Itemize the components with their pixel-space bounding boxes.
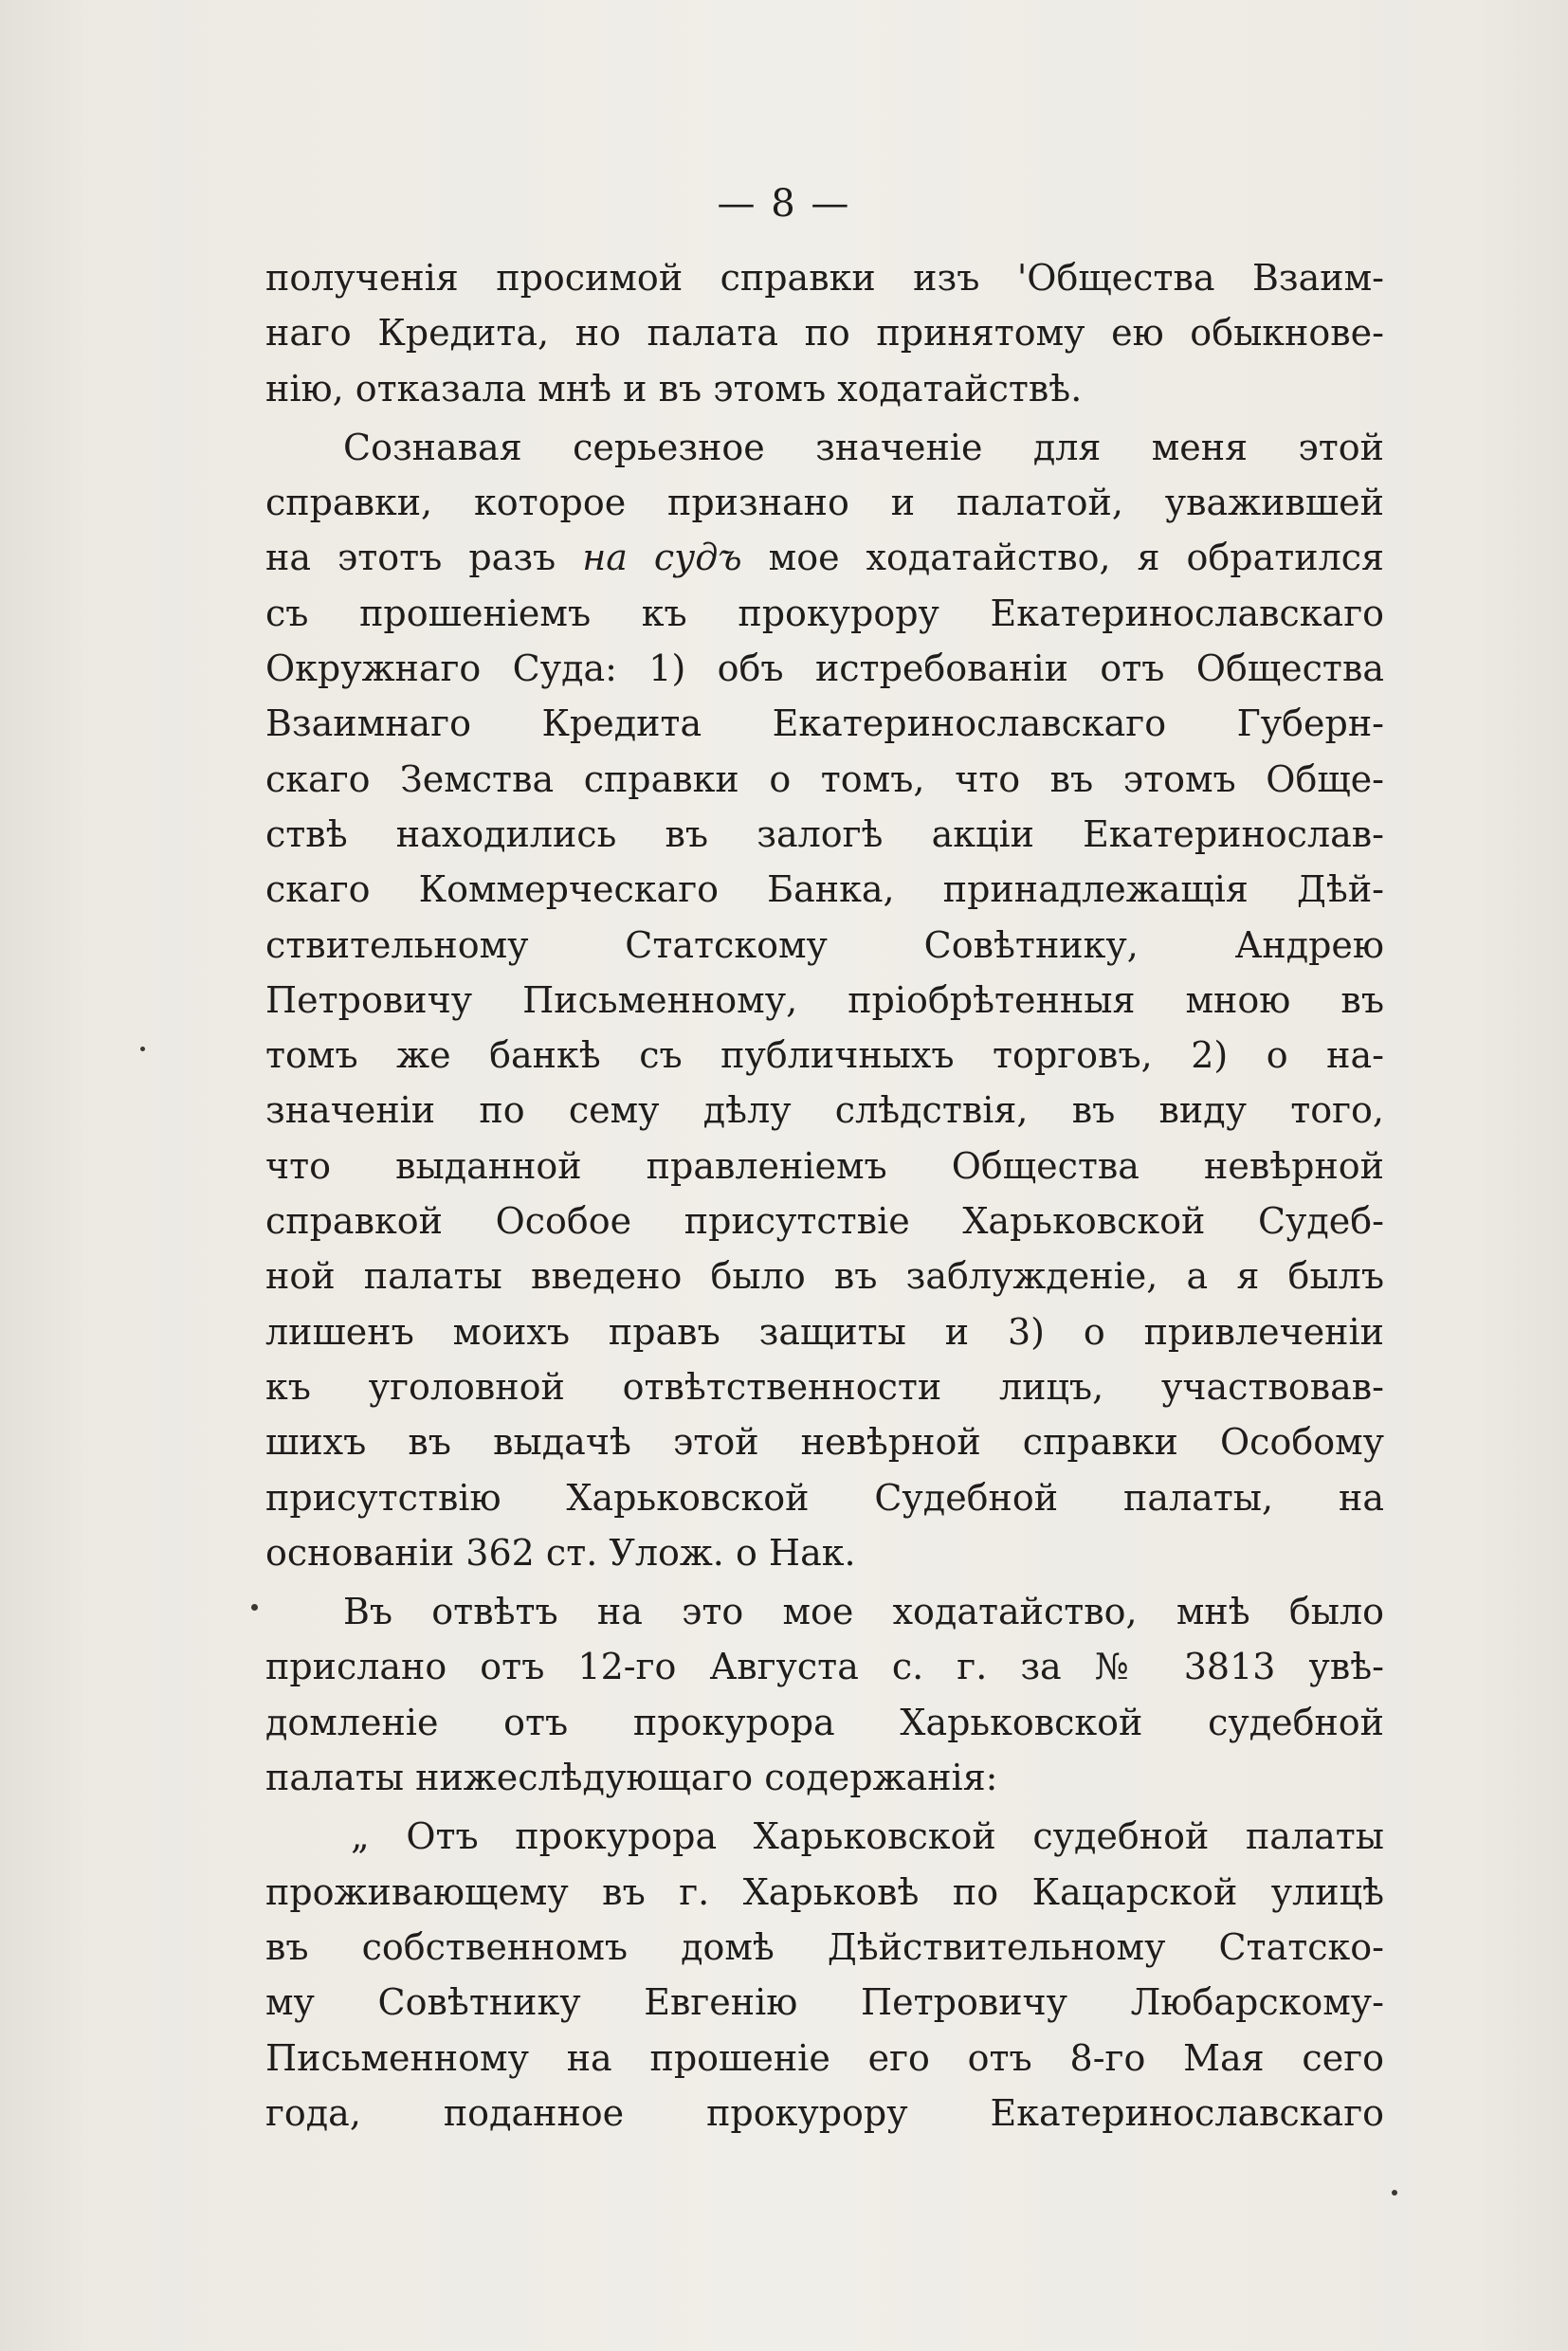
text-line: нію, отказала мнѣ и въ этомъ ходатайствѣ. bbox=[265, 367, 1083, 410]
text-line: полученія просимой справки изъ 'Общества Взаим- bbox=[265, 257, 1384, 299]
text-line: скаго Земства справки о томъ, что въ этомъ Обще- bbox=[265, 757, 1384, 800]
text-line: шихъ въ выдачѣ этой невѣрной справки Особому bbox=[265, 1421, 1384, 1464]
text-line: Взаимнаго Кредита Екатеринославскаго Губерн- bbox=[265, 702, 1384, 745]
text-line: справкой Особое присутствіе Харьковской Судеб- bbox=[265, 1200, 1384, 1243]
page-number: — 8 — bbox=[717, 182, 851, 226]
text-run: на этотъ разъ bbox=[265, 537, 583, 579]
text-line: „ Отъ прокурора Харьковской судебной палаты bbox=[351, 1815, 1384, 1858]
ink-speck bbox=[140, 1047, 145, 1051]
text-line: ствительному Статскому Совѣтнику, Андрею bbox=[265, 923, 1384, 966]
text-line bbox=[265, 530, 1384, 585]
text-line: къ уголовной отвѣтственности лицъ, участвовав- bbox=[265, 1365, 1384, 1408]
text-line: прислано отъ 12-го Августа с. г. за № 3813 увѣ- bbox=[265, 1646, 1384, 1688]
text-line: основаніи 362 ст. Улож. о Нак. bbox=[265, 1531, 856, 1574]
text-line: что выданной правленіемъ Общества невѣрной bbox=[265, 1144, 1384, 1187]
text-line: значеніи по сему дѣлу слѣдствія, въ виду того, bbox=[265, 1089, 1384, 1132]
text-line: присутствію Харьковской Судебной палаты, на bbox=[265, 1476, 1384, 1519]
text-line: проживающему въ г. Харьковѣ по Кацарской улицѣ bbox=[265, 1870, 1384, 1913]
body-text bbox=[265, 250, 1384, 2141]
text-line: ствѣ находились въ залогѣ акціи Екатеринослав- bbox=[265, 812, 1384, 855]
text-line: года, поданное прокурору Екатеринославскаго bbox=[265, 2091, 1384, 2134]
text-line: томъ же банкѣ съ публичныхъ торговъ, 2) о на- bbox=[265, 1034, 1384, 1077]
text-line: справки, которое признано и палатой, уважившей bbox=[265, 482, 1384, 524]
text-line: домленіе отъ прокурора Харьковской судебной bbox=[265, 1701, 1384, 1743]
ink-speck bbox=[1392, 2190, 1397, 2196]
text-line: скаго Коммерческаго Банка, принадлежащія Дѣй- bbox=[265, 868, 1384, 911]
text-line: палаты нижеслѣдующаго содержанія: bbox=[265, 1757, 998, 1799]
text-line: наго Кредита, но палата по принятому ею обыкнове- bbox=[265, 312, 1384, 355]
text-line: Сознавая серьезное значеніе для меня этой bbox=[343, 426, 1384, 468]
text-line: му Совѣтнику Евгенію Петровичу Любарскому- bbox=[265, 1981, 1384, 2024]
text-line: лишенъ моихъ правъ защиты и 3) о привлеченіи bbox=[265, 1310, 1384, 1353]
italic-phrase: на судъ bbox=[582, 537, 742, 579]
ink-speck bbox=[251, 1604, 258, 1611]
text-line: Петровичу Письменному, пріобрѣтенныя мною въ bbox=[265, 978, 1384, 1021]
text-line: Окружнаго Суда: 1) объ истребованіи отъ Общества bbox=[265, 647, 1384, 690]
text-line: Письменному на прошеніе его отъ 8-го Мая сего bbox=[265, 2036, 1384, 2079]
text-line: Въ отвѣтъ на это мое ходатайство, мнѣ было bbox=[343, 1591, 1384, 1633]
text-line: съ прошеніемъ къ прокурору Екатеринославскаго bbox=[265, 592, 1384, 634]
text-line: ной палаты введено было въ заблужденіе, а я былъ bbox=[265, 1255, 1384, 1298]
text-line: въ собственномъ домѣ Дѣйствительному Статско- bbox=[265, 1925, 1384, 1968]
text-run: мое ходатайство, я обратился bbox=[741, 537, 1384, 579]
